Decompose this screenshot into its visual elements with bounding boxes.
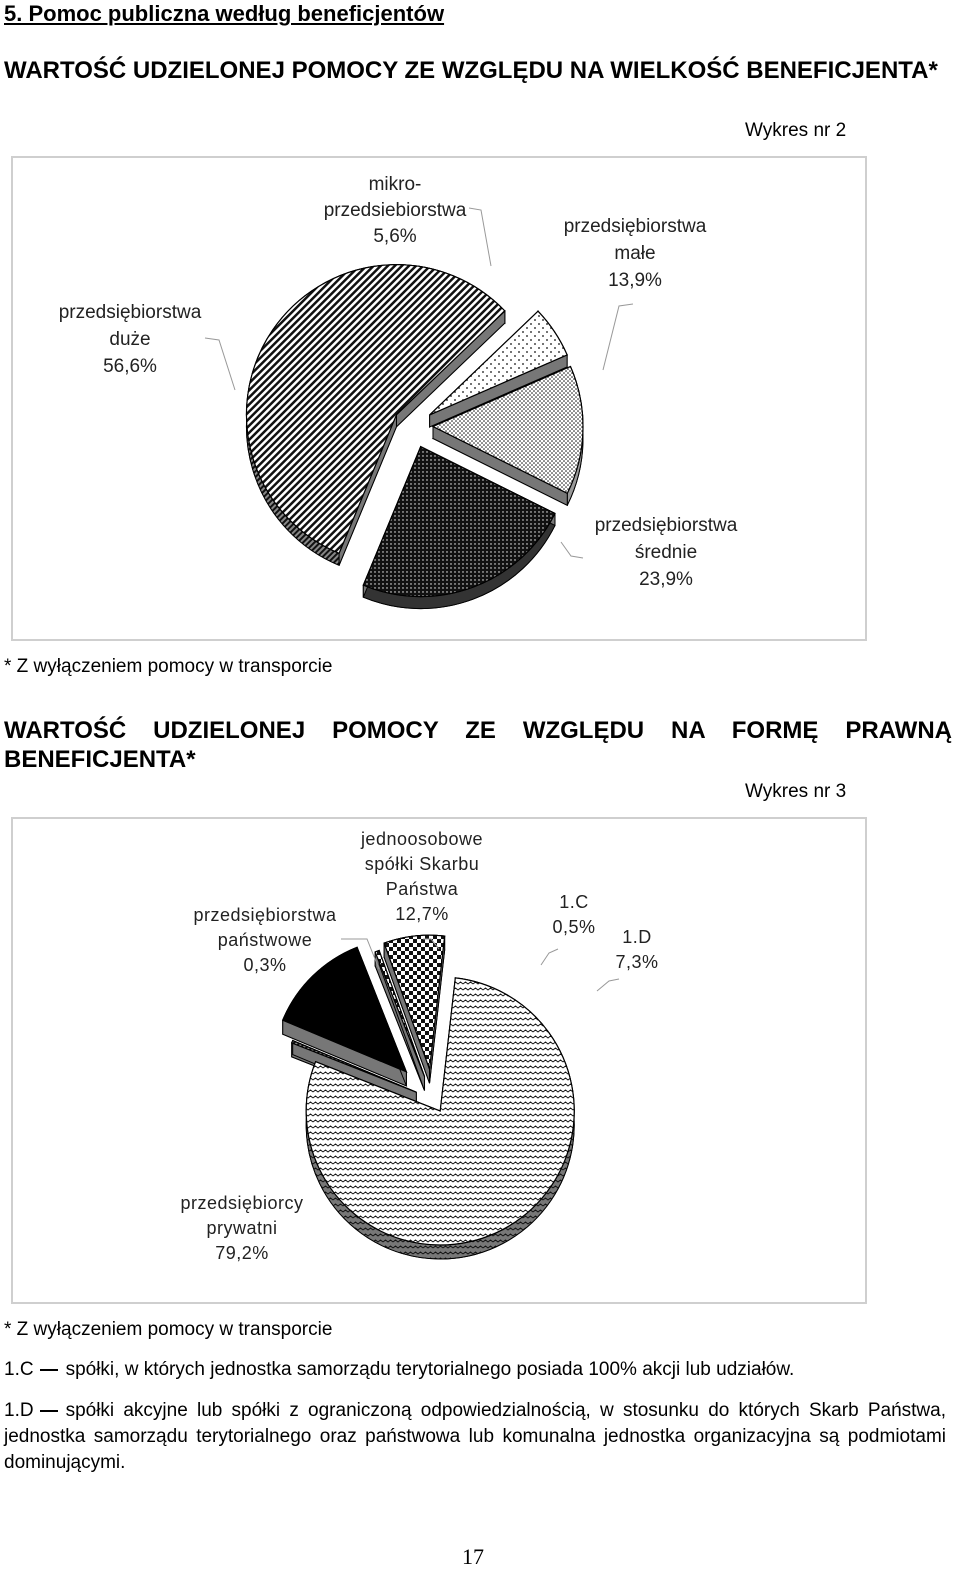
chart3-number: Wykres nr 3 xyxy=(745,781,847,802)
chart3-label: 1.C xyxy=(559,892,589,912)
chart3-label: 0,3% xyxy=(243,955,287,975)
chart2-label: przedsiębiorstwa xyxy=(58,302,202,323)
chart3-label: 79,2% xyxy=(215,1243,269,1263)
chart3-label: państwowe xyxy=(217,930,313,950)
note-1c-text: spółki, w których jednostka samorządu terytorialnego posiada 100% akcji lub udziałów. xyxy=(65,1359,795,1380)
chart3-label: przedsiębiorcy xyxy=(180,1193,304,1213)
chart2-label: duże xyxy=(109,329,151,350)
note-1d xyxy=(4,1398,946,1476)
dash-icon xyxy=(40,1369,58,1371)
chart2-title: WARTOŚĆ UDZIELONEJ POMOCY ZE WZGLĘDU NA WIELKOŚĆ BENEFICJENTA* xyxy=(4,57,938,84)
chart2-leader-line xyxy=(469,208,491,266)
chart2-frame xyxy=(11,156,867,641)
chart3-leader-line xyxy=(541,949,558,965)
note-1d-term: 1.D xyxy=(4,1400,34,1421)
chart3-frame xyxy=(11,817,867,1304)
chart2-label: mikro- xyxy=(368,174,422,195)
chart2-label: małe xyxy=(614,243,656,264)
chart2-leader-line xyxy=(561,542,583,558)
chart2-label: przedsiębiorstwa xyxy=(594,515,738,536)
chart2-pie xyxy=(13,158,869,643)
chart2-label: 5,6% xyxy=(373,226,417,247)
chart2-label: 56,6% xyxy=(103,356,157,377)
chart2-label: przedsiębiorstwa xyxy=(563,216,707,237)
chart3-label: spółki Skarbu xyxy=(364,854,480,874)
chart3-label: 0,5% xyxy=(552,917,596,937)
chart3-label: 1.D xyxy=(622,927,652,947)
chart3-pie xyxy=(13,819,869,1306)
note-1c xyxy=(4,1357,946,1383)
chart3-footnote: * Z wyłączeniem pomocy w transporcie xyxy=(4,1319,333,1340)
note-1c-term: 1.C xyxy=(4,1359,34,1380)
chart3-label: prywatni xyxy=(206,1218,278,1238)
chart2-label: 13,9% xyxy=(608,270,662,291)
chart3-label: 7,3% xyxy=(615,952,659,972)
chart3-title: WARTOŚĆ UDZIELONEJ POMOCY ZE WZGLĘDU NA FORMĘ PRAWNĄ BENEFICJENTA* xyxy=(4,717,952,773)
chart2-label: średnie xyxy=(634,542,698,563)
chart2-label: 23,9% xyxy=(639,569,693,590)
chart2-footnote: * Z wyłączeniem pomocy w transporcie xyxy=(4,656,333,677)
dash-icon xyxy=(40,1410,58,1412)
chart2-number: Wykres nr 2 xyxy=(745,120,847,141)
chart3-leader-line xyxy=(597,979,619,991)
chart3-label: Państwa xyxy=(385,879,459,899)
chart3-label: przedsiębiorstwa xyxy=(193,905,337,925)
page-number: 17 xyxy=(462,1544,484,1569)
chart3-label: 12,7% xyxy=(395,904,449,924)
note-1d-text: spółki akcyjne lub spółki z ograniczoną odpowiedzialnością, w stosunku do których Skarb Państwa, jednostka samorządu terytorialnego oraz państwowa lub komunalna jednostka organizacyjna są podmiotami dominującymi. xyxy=(4,1400,946,1473)
chart3-label: jednoosobowe xyxy=(360,829,484,849)
chart2-label: przedsiebiorstwa xyxy=(323,200,467,221)
chart2-leader-line xyxy=(603,304,633,370)
section-heading: 5. Pomoc publiczna według beneficjentów xyxy=(4,1,445,26)
chart2-leader-line xyxy=(205,338,235,390)
